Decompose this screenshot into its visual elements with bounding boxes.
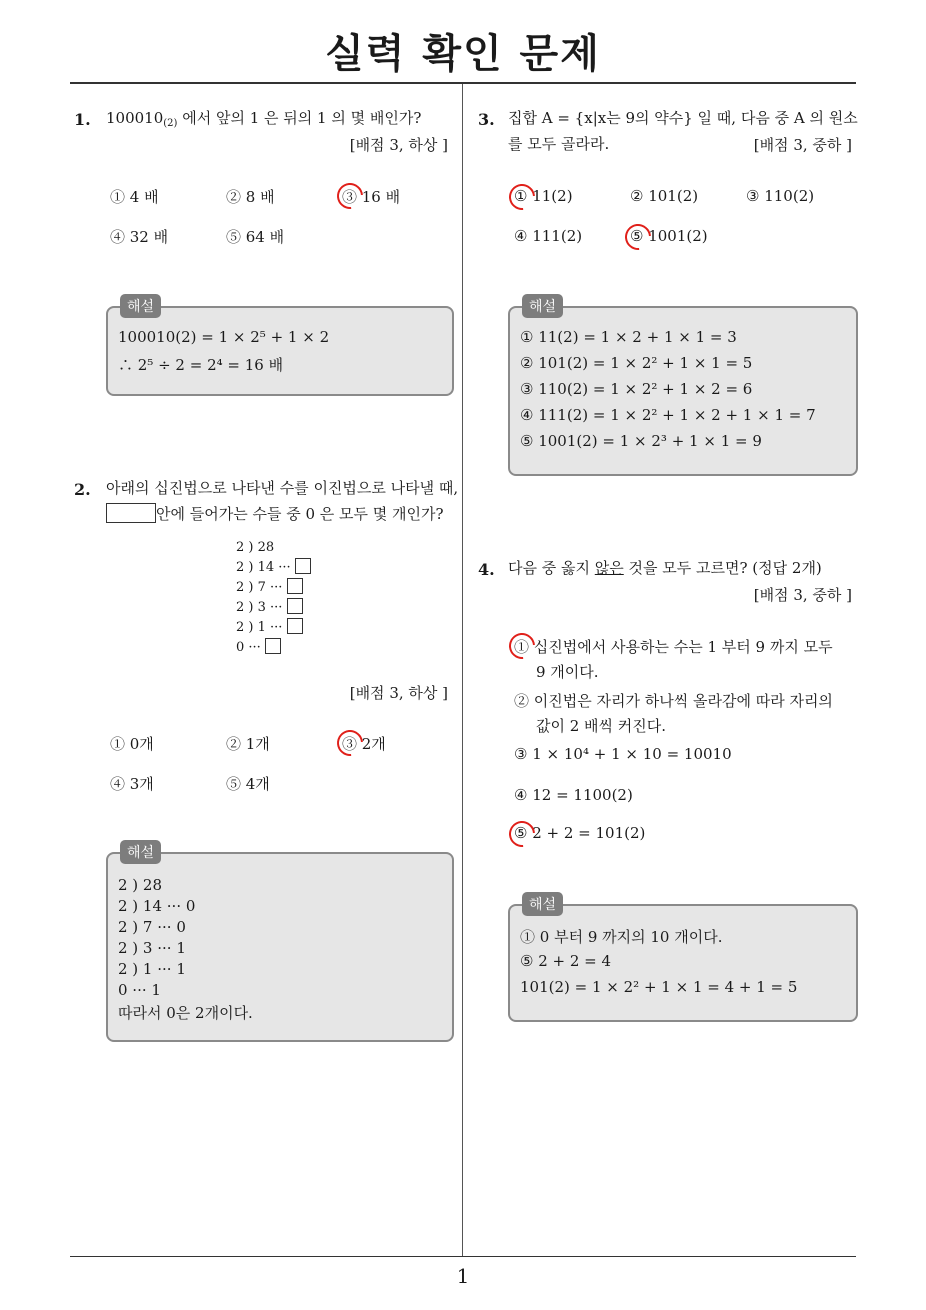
solution-line: 101(2) = 1 × 2² + 1 × 1 = 4 + 1 = 5	[520, 978, 798, 996]
question-text-line: 를 모두 골라라.	[508, 135, 610, 153]
option-2[interactable]: ② 이진법은 자리가 하나씩 올라감에 따라 자리의	[514, 692, 833, 710]
answer-mark	[504, 179, 541, 216]
solution-line: ② 101(2) = 1 × 2² + 1 × 1 = 5	[520, 354, 753, 372]
question-text-part: 다음 중 옳지	[508, 559, 595, 577]
question-text-line	[106, 501, 444, 527]
division-text: 2 ) 14 ···	[236, 560, 291, 575]
answer-mark	[504, 816, 541, 853]
solution-line: 2 ) 1 ··· 1	[118, 960, 186, 978]
answer-square	[265, 638, 281, 654]
division-text: 0 ···	[236, 640, 261, 655]
top-rule	[70, 82, 856, 84]
option-5[interactable]: ⑤ 2 + 2 = 101(2)	[514, 824, 646, 842]
option-3[interactable]: ③ 16 배	[342, 188, 401, 206]
solution-box	[508, 897, 858, 1022]
solution-label: 해설	[522, 294, 563, 318]
bottom-rule	[70, 1256, 856, 1257]
solution-line: 따라서 0은 2개이다.	[118, 1004, 253, 1022]
option-1[interactable]: ① 4 배	[110, 188, 159, 206]
question-text-part: 안에 들어가는 수들 중 0 은 모두 몇 개인가?	[156, 505, 444, 523]
option-1[interactable]: ① 11(2)	[514, 187, 573, 205]
answer-mark	[504, 628, 541, 665]
question-text-part: 100010	[106, 109, 164, 127]
question-number: 2.	[74, 480, 91, 499]
answer-mark	[332, 725, 369, 762]
option-2[interactable]: ② 101(2)	[630, 187, 699, 205]
option-4[interactable]: ④ 32 배	[110, 228, 169, 246]
blank-box	[106, 503, 156, 523]
solution-box	[106, 299, 454, 396]
answer-mark	[332, 178, 369, 215]
option-2[interactable]: ② 1개	[226, 735, 270, 753]
solution-line: ④ 111(2) = 1 × 2² + 1 × 2 + 1 × 1 = 7	[520, 406, 816, 424]
solution-label: 해설	[120, 294, 161, 318]
option-5[interactable]: ⑤ 4개	[226, 775, 270, 793]
option-3[interactable]: ③ 2개	[342, 735, 386, 753]
solution-line: 2 ) 7 ··· 0	[118, 918, 186, 936]
question-number: 4.	[478, 560, 495, 579]
solution-label: 해설	[120, 840, 161, 864]
answer-square	[287, 618, 303, 634]
option-3[interactable]: ③ 110(2)	[746, 187, 815, 205]
option-4[interactable]: ④ 3개	[110, 775, 154, 793]
option-1-cont: 9 개이다.	[536, 663, 599, 681]
option-4[interactable]: ④ 12 = 1100(2)	[514, 786, 633, 804]
option-4[interactable]: ④ 111(2)	[514, 227, 583, 245]
division-diagram	[236, 538, 311, 658]
subscript: (2)	[163, 118, 178, 129]
division-row	[236, 618, 311, 638]
page-title: 실력 확인 문제	[325, 31, 601, 77]
division-text: 2 ) 7 ···	[236, 580, 283, 595]
solution-line: ⑤ 2 + 2 = 4	[520, 952, 612, 970]
question-meta: [배점 3, 중하 ]	[753, 136, 852, 154]
solution-line: ∴ 2⁵ ÷ 2 = 2⁴ = 16 배	[118, 356, 284, 374]
solution-line: ① 11(2) = 1 × 2 + 1 × 1 = 3	[520, 328, 737, 346]
division-row	[236, 638, 311, 658]
option-2[interactable]: ② 8 배	[226, 188, 275, 206]
question-meta: [배점 3, 하상 ]	[349, 136, 448, 154]
answer-mark	[620, 219, 657, 256]
answer-square	[287, 598, 303, 614]
division-row	[236, 598, 311, 618]
solution-line: 2 ) 14 ··· 0	[118, 897, 196, 915]
question-meta: [배점 3, 하상 ]	[349, 684, 448, 702]
question-text-line: 아래의 십진법으로 나타낸 수를 이진법으로 나타낼 때,	[106, 479, 459, 497]
question-text	[508, 555, 822, 581]
solution-label: 해설	[522, 892, 563, 916]
division-row	[236, 578, 311, 598]
question-text-part: 것을 모두 고르면? (정답 2개)	[623, 559, 822, 577]
division-text: 2 ) 1 ···	[236, 620, 283, 635]
option-5[interactable]: ⑤ 64 배	[226, 228, 285, 246]
page-number: 1	[456, 1264, 470, 1288]
question-text-emphasis: 않은	[594, 559, 624, 577]
answer-square	[287, 578, 303, 594]
solution-line: ① 0 부터 9 까지의 10 개이다.	[520, 928, 723, 946]
question-text	[106, 105, 421, 137]
solution-line: 2 ) 3 ··· 1	[118, 939, 186, 957]
question-text-line: 집합 A = {x|x는 9의 약수} 일 때, 다음 중 A 의 원소	[508, 109, 858, 127]
option-2-cont: 값이 2 배씩 커진다.	[536, 717, 667, 735]
solution-line: 100010(2) = 1 × 2⁵ + 1 × 2	[118, 328, 330, 346]
option-1[interactable]: ① 십진법에서 사용하는 수는 1 부터 9 까지 모두	[514, 638, 833, 656]
division-text: 2 ) 3 ···	[236, 600, 283, 615]
solution-line: 2 ) 28	[118, 876, 163, 894]
option-3[interactable]: ③ 1 × 10⁴ + 1 × 10 = 10010	[514, 745, 732, 763]
column-divider	[462, 84, 463, 1256]
answer-square	[295, 558, 311, 574]
option-5[interactable]: ⑤ 1001(2)	[630, 227, 708, 245]
question-meta: [배점 3, 중하 ]	[753, 586, 852, 604]
solution-line: ③ 110(2) = 1 × 2² + 1 × 2 = 6	[520, 380, 753, 398]
solution-box	[508, 299, 858, 476]
question-number: 3.	[478, 110, 495, 129]
question-number: 1.	[74, 110, 91, 129]
solution-line: 0 ··· 1	[118, 981, 161, 999]
solution-box	[106, 845, 454, 1042]
option-1[interactable]: ① 0개	[110, 735, 154, 753]
question-text-part: 에서 앞의 1 은 뒤의 1 의 몇 배인가?	[177, 109, 422, 127]
division-row	[236, 558, 311, 578]
solution-line: ⑤ 1001(2) = 1 × 2³ + 1 × 1 = 9	[520, 432, 762, 450]
division-row: 2 ) 28	[236, 540, 275, 555]
